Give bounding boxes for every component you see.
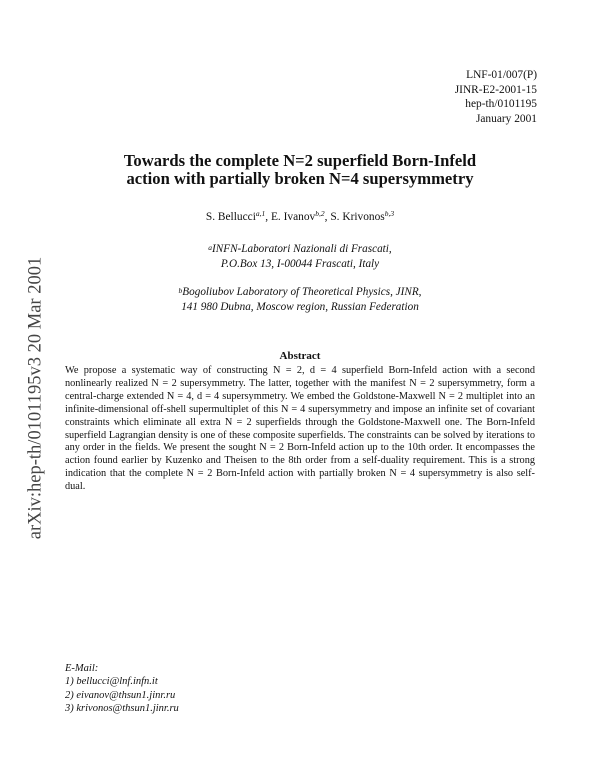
title-line: action with partially broken N=4 supersymmetry [126, 169, 474, 188]
email-item[interactable]: 3) krivonos@thsun1.jinr.ru [65, 702, 179, 714]
author-name: E. Ivanov [270, 211, 316, 223]
affiliation-line: P.O.Box 13, I-00044 Frascati, Italy [220, 258, 380, 270]
report-date: January 2001 [475, 112, 537, 125]
author-name: S. Krivonos [330, 211, 385, 223]
email-block [65, 662, 179, 715]
email-item[interactable]: 2) eivanov@thsun1.jinr.ru [65, 689, 176, 701]
report-numbers [455, 68, 537, 126]
author-mark: a,1 [255, 209, 266, 218]
arxiv-sidebar [23, 212, 49, 584]
email-item[interactable]: 1) bellucci@lnf.infn.it [65, 676, 158, 688]
affiliation-mark: b [178, 286, 183, 295]
email-heading: E-Mail: [65, 663, 99, 674]
affiliation [60, 242, 540, 272]
report-number: JINR-E2-2001-15 [454, 83, 537, 96]
affiliation-line: 141 980 Dubna, Moscow region, Russian Federation [181, 301, 419, 313]
arxiv-identifier: arXiv:hep-th/0101195v3 20 Mar 2001 [25, 256, 46, 540]
affiliation-mark: a [208, 243, 213, 252]
abstract-text: We propose a systematic way of constructing N = 2, d = 4 superfield Born-Infeld action with a second nonlinearly realized N = 2 supersymmetry. The latter, together with the manifest N = 2 supersymmetry, form a central-charge extended N = 4, d = 4 supersymmetry. We embed the Goldstone-Maxwell N = 2 multiplet into an infinite-dimensional off-shell supermultiplet of this N = 4 supersymmetry and impose an infinite set of covariant constraints which eliminate all extra N = 2 superfields through the Goldstone-Maxwell one. The Born-Infeld superfield Lagrangian density is one of these composite superfields. The constraints can be solved by iterations to any order in the fields. We present the sought N = 2 Born-Infeld action up to the 10th order. It encompasses the action found earlier by Kuzenko and Theisen to the 8th order from a self-duality requirement. This is a strong indication that the complete N = 2 Born-Infeld action with partially broken N = 4 supersymmetry is also self-dual. [65, 365, 535, 493]
affiliation-line: INFN-Laboratori Nazionali di Frascati, [212, 243, 392, 255]
paper-title [60, 152, 540, 188]
report-number: hep-th/0101195 [465, 98, 537, 110]
title-line: Towards the complete N=2 superfield Born-Infeld [123, 151, 477, 170]
author-list: S. Bellucci$^{a,1}$, E. Ivanov$^{b,2}$, S. Krivonos$^{b,3}$ [205, 209, 395, 223]
abstract-heading: Abstract [279, 350, 321, 362]
affiliation-line: Bogoliubov Laboratory of Theoretical Physics, JINR, [182, 286, 422, 298]
report-number: LNF-01/007(P) [466, 69, 537, 81]
author-name: S. Bellucci [205, 211, 256, 223]
author-mark: b,2 [315, 209, 325, 218]
author-mark: b,3 [384, 209, 395, 218]
affiliation [60, 285, 540, 315]
